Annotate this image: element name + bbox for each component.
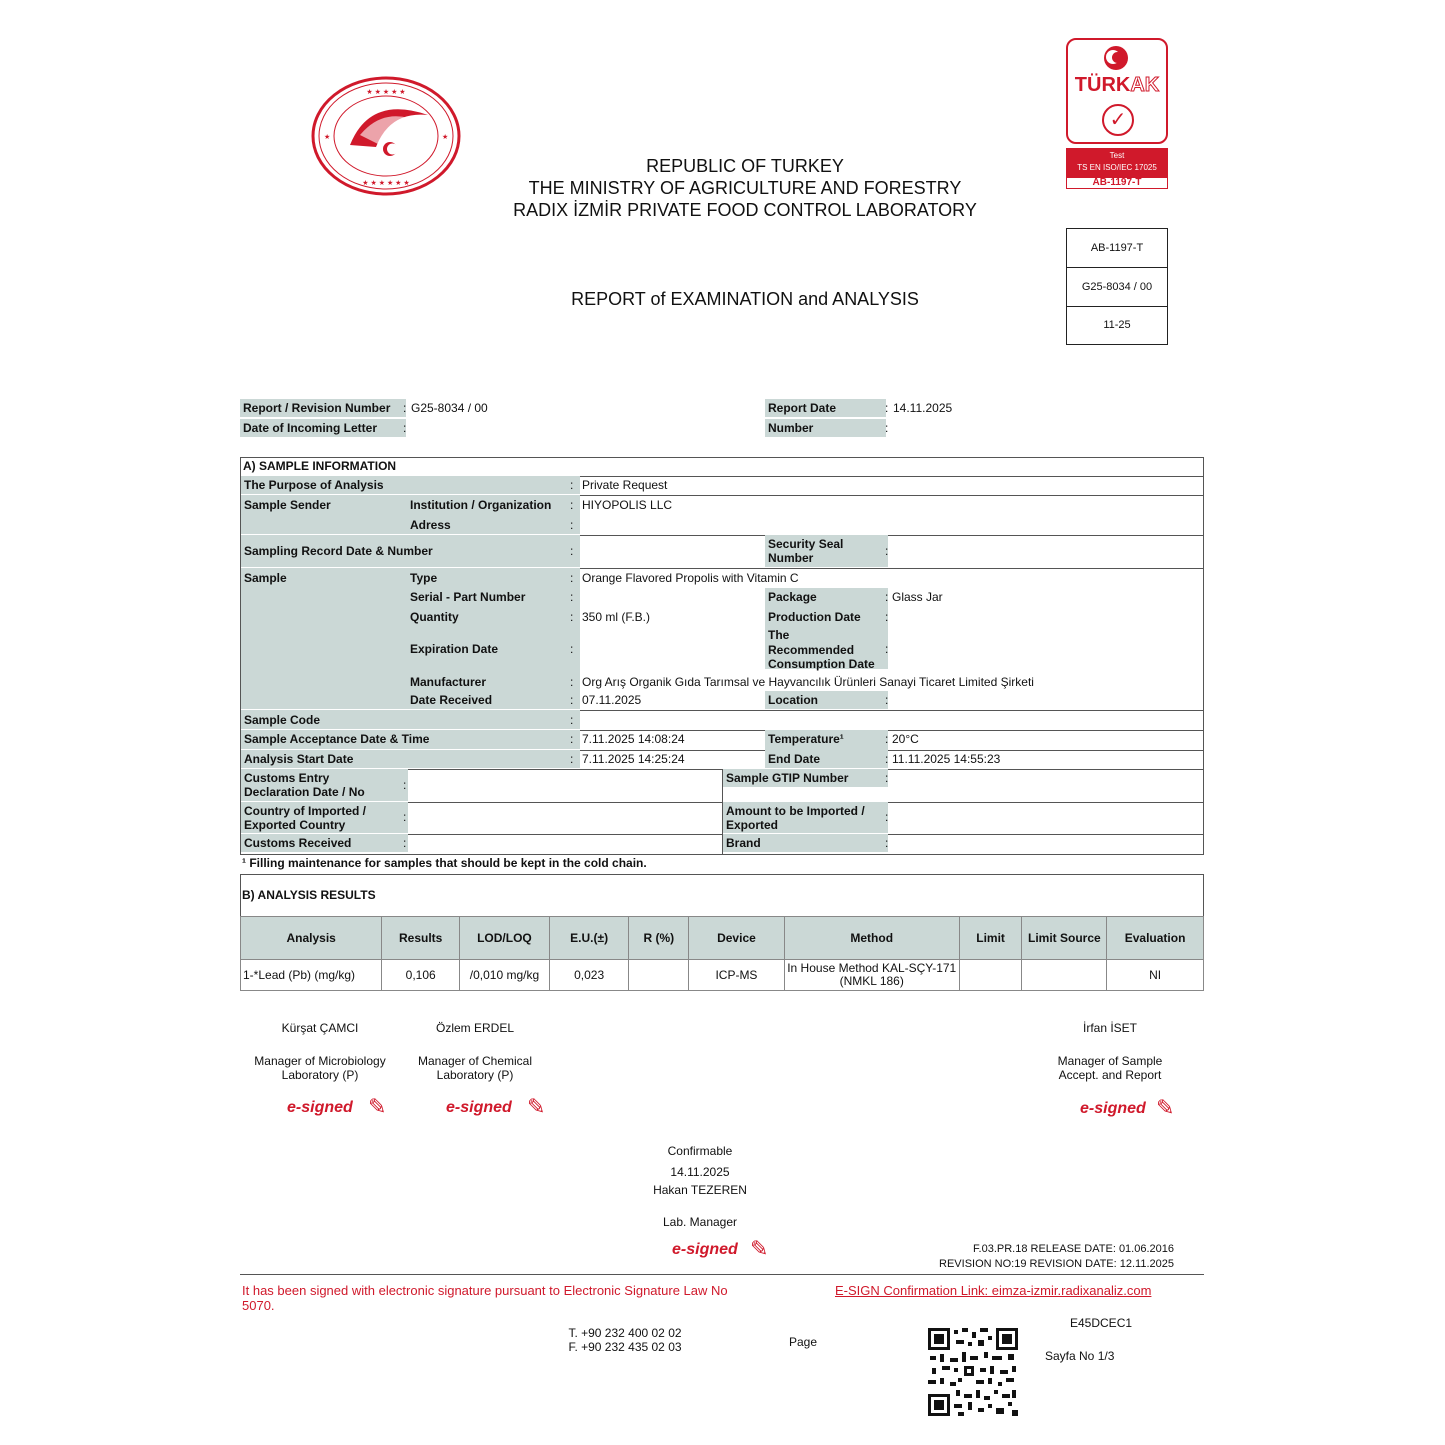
colon: : [403, 836, 407, 850]
turkak-test: Test [1109, 151, 1125, 160]
signer-title-line2: Accept. and Report [1058, 1068, 1162, 1082]
colon: : [403, 421, 407, 435]
colon: : [570, 642, 574, 656]
cell-analysis: 1-*Lead (Pb) (mg/kg) [241, 960, 382, 991]
report-title: REPORT of EXAMINATION and ANALYSIS [571, 289, 919, 309]
section-b-title: B) ANALYSIS RESULTS [242, 888, 376, 902]
country-line1: Country of Imported / [244, 804, 366, 818]
form-info [900, 1242, 1174, 1272]
type-label: Type [410, 571, 438, 585]
recommended-line2: Recommended [768, 642, 855, 657]
contact-info [550, 1326, 700, 1354]
analysis-start-label: Analysis Start Date [244, 752, 354, 766]
cell-device: ICP-MS [689, 960, 785, 991]
ref-period: 11-25 [1103, 319, 1131, 331]
colon: : [885, 610, 889, 624]
col-analysis: Analysis [241, 917, 382, 960]
end-date-label: End Date [768, 752, 821, 766]
colon: : [570, 518, 574, 532]
amount-line1: Amount to be Imported / [726, 804, 865, 818]
gtip-label: Sample GTIP Number [726, 771, 849, 785]
country-label [244, 804, 366, 832]
colon: : [885, 642, 889, 656]
colon: : [570, 675, 574, 689]
sender-label: Sample Sender [244, 498, 331, 512]
incoming-letter-label: Date of Incoming Letter [240, 419, 406, 437]
end-date-value: 11.11.2025 14:55:23 [892, 752, 1001, 766]
header-line1: REPUBLIC OF TURKEY [646, 156, 844, 176]
colon: : [570, 732, 574, 746]
signer-title-line1: Manager of Microbiology [254, 1054, 386, 1068]
customs-entry-line1: Customs Entry [244, 771, 330, 785]
signer-3 [1030, 1021, 1190, 1082]
date-received-label: Date Received [410, 693, 493, 707]
sample-label: Sample [244, 571, 287, 585]
serial-label: Serial - Part Number [410, 590, 526, 604]
analysis-start-value: 7.11.2025 14:25:24 [582, 752, 685, 766]
colon: : [570, 498, 574, 512]
security-seal-line2: Number [768, 551, 814, 565]
purpose-label: The Purpose of Analysis [244, 478, 384, 492]
colon: : [570, 693, 574, 707]
phone: T. +90 232 400 02 02 [568, 1326, 682, 1340]
acceptance-value: 7.11.2025 14:08:24 [582, 732, 685, 746]
esign-link[interactable]: E-SIGN Confirmation Link: eimza-izmir.radixanaliz.com [835, 1283, 1152, 1298]
svg-text:★: ★ [324, 134, 331, 141]
address-label: Adress [410, 518, 451, 532]
colon: : [570, 610, 574, 624]
law-note-line2: 5070. [242, 1298, 275, 1313]
manufacturer-label: Manufacturer [410, 675, 487, 689]
sample-code-label: Sample Code [244, 713, 321, 727]
cell-results: 0,106 [382, 960, 460, 991]
signer-name: Özlem ERDEL [435, 1021, 515, 1035]
colon: : [885, 732, 889, 746]
number-label: Number [765, 419, 886, 437]
signer-title-line2: Laboratory (P) [436, 1068, 514, 1082]
col-results: Results [382, 917, 460, 960]
report-revision-label: Report / Revision Number [240, 399, 406, 417]
report-date-value: 14.11.2025 [893, 401, 953, 415]
temperature-label: Temperature¹ [768, 732, 844, 746]
ref-accreditation: AB-1197-T [1067, 229, 1167, 268]
reference-box [1066, 228, 1168, 345]
document-code: E45DCEC1 [1070, 1316, 1133, 1330]
pen-icon: ✎ [1156, 1095, 1175, 1120]
cell-limit-source [1022, 960, 1107, 991]
e-signed-stamp: e-signed [672, 1241, 738, 1258]
colon: : [570, 713, 574, 727]
svg-text:★ ★ ★ ★ ★: ★ ★ ★ ★ ★ [366, 89, 406, 96]
colon: : [570, 752, 574, 766]
svg-text:★: ★ [442, 134, 449, 141]
package-label: Package [768, 590, 817, 604]
colon: : [885, 544, 889, 558]
colon: : [570, 478, 574, 492]
qr-code[interactable] [928, 1328, 1018, 1416]
turkak-logo [1066, 38, 1168, 190]
signer-title-line1: Manager of Chemical [417, 1054, 533, 1068]
institution-label: Institution / Organization [410, 498, 552, 512]
confirm-date: 14.11.2025 [670, 1165, 730, 1179]
e-signed-stamp: e-signed [446, 1099, 512, 1116]
law-note [242, 1283, 728, 1313]
colon: : [885, 810, 889, 824]
table-row [241, 960, 1204, 991]
colon: : [885, 836, 889, 850]
e-signed-stamp: e-signed [1080, 1100, 1146, 1117]
confirm-name: Hakan TEZEREN [653, 1183, 747, 1197]
col-eu: E.U.(±) [549, 917, 629, 960]
confirm-title: Lab. Manager [662, 1215, 738, 1229]
acceptance-label: Sample Acceptance Date & Time [244, 732, 430, 746]
colon: : [885, 771, 889, 785]
purpose-value: Private Request [582, 478, 668, 492]
col-limit: Limit [959, 917, 1022, 960]
turkak-code: AB-1197-T [1066, 176, 1168, 189]
customs-received-label: Customs Received [244, 836, 352, 850]
results-table [240, 916, 1204, 991]
colon: : [885, 421, 889, 435]
signer-name: Kürşat ÇAMCI [281, 1021, 359, 1035]
type-value: Orange Flavored Propolis with Vitamin C [582, 571, 799, 585]
security-seal-label [768, 537, 843, 565]
recommended-line3: Consumption Date [768, 657, 875, 671]
cold-chain-footnote: ¹ Filling maintenance for samples that should be kept in the cold chain. [242, 856, 647, 870]
colon: : [885, 401, 889, 415]
recommended-consumption-label [768, 628, 875, 672]
recommended-line1: The [768, 628, 790, 642]
colon: : [570, 571, 574, 585]
page-label: Page [789, 1335, 818, 1349]
cell-lod-loq: /0,010 mg/kg [460, 960, 550, 991]
ref-report-number: G25-8034 / 00 [1067, 268, 1167, 307]
form-revision: REVISION NO:19 REVISION DATE: 12.11.2025 [939, 1258, 1174, 1270]
col-device: Device [689, 917, 785, 960]
check-icon: ✓ [1102, 104, 1134, 136]
security-seal-line1: Security Seal [768, 537, 844, 551]
quantity-value: 350 ml (F.B.) [582, 610, 651, 624]
header-line2: THE MINISTRY OF AGRICULTURE AND FORESTRY [528, 178, 962, 198]
form-release: F.03.PR.18 RELEASE DATE: 01.06.2016 [973, 1243, 1174, 1255]
colon: : [885, 752, 889, 766]
location-label: Location [768, 693, 818, 707]
temperature-value: 20°C [892, 732, 919, 746]
footer-divider [240, 1274, 1204, 1275]
signer-title-line1: Manager of Sample [1057, 1054, 1163, 1068]
quantity-label: Quantity [410, 610, 459, 624]
turkak-name-a: TÜRK [1074, 74, 1131, 96]
manufacturer-value: Org Arış Organik Gıda Tarımsal ve Hayvancılık Ürünleri Sanayi Ticaret Limited Şirketi [582, 675, 1034, 689]
colon: : [570, 590, 574, 604]
colon: : [403, 810, 407, 824]
confirm-label: Confirmable [667, 1144, 733, 1158]
header-line3: RADIX İZMİR PRIVATE FOOD CONTROL LABORATORY [513, 200, 977, 220]
cell-limit [959, 960, 1022, 991]
fax: F. +90 232 435 02 03 [568, 1340, 682, 1354]
turkak-name-b: AK [1130, 74, 1160, 96]
colon: : [885, 693, 889, 707]
institution-value: HIYOPOLIS LLC [582, 498, 673, 512]
package-value: Glass Jar [892, 590, 943, 604]
customs-entry-line2: Declaration Date / No [244, 785, 365, 799]
pen-icon: ✎ [527, 1094, 546, 1119]
turkak-standard: TS EN ISO/IEC 17025 [1077, 163, 1157, 172]
brand-label: Brand [726, 836, 761, 850]
law-note-line1: It has been signed with electronic signature pursuant to Electronic Signature Law No [242, 1283, 728, 1298]
signer-name: İrfan İSET [1082, 1021, 1138, 1035]
col-lod-loq: LOD/LOQ [460, 917, 550, 960]
pen-icon: ✎ [368, 1094, 387, 1119]
cell-r [629, 960, 689, 991]
col-evaluation: Evaluation [1107, 917, 1204, 960]
amount-label [726, 804, 865, 832]
cell-eu: 0,023 [549, 960, 629, 991]
section-a-title: A) SAMPLE INFORMATION [243, 459, 397, 473]
signer-2 [395, 1021, 555, 1082]
cell-evaluation: NI [1107, 960, 1204, 991]
colon: : [570, 544, 574, 558]
colon: : [885, 590, 889, 604]
colon: : [403, 778, 407, 792]
date-received-value: 07.11.2025 [582, 693, 642, 707]
col-method: Method [784, 917, 959, 960]
country-line2: Exported Country [244, 818, 346, 832]
analysis-section [240, 874, 1204, 917]
report-revision-value: G25-8034 / 00 [411, 401, 488, 415]
signer-1 [240, 1021, 400, 1082]
cell-method: In House Method KAL-SÇY-171 (NMKL 186) [784, 960, 959, 991]
customs-entry-label [244, 771, 365, 799]
production-date-label: Production Date [768, 610, 861, 624]
pen-icon: ✎ [750, 1236, 769, 1261]
amount-line2: Exported [726, 818, 779, 832]
page-number: Sayfa No 1/3 [1045, 1349, 1115, 1363]
expiration-label: Expiration Date [410, 642, 499, 656]
report-date-label: Report Date [765, 399, 886, 417]
svg-text:★ ★ ★ ★ ★ ★: ★ ★ ★ ★ ★ ★ [362, 180, 410, 187]
colon: : [403, 401, 407, 415]
e-signed-stamp: e-signed [287, 1099, 353, 1116]
signer-title-line2: Laboratory (P) [281, 1068, 359, 1082]
sampling-record-label: Sampling Record Date & Number [244, 544, 433, 558]
col-r: R (%) [629, 917, 689, 960]
col-limit-source: Limit Source [1022, 917, 1107, 960]
